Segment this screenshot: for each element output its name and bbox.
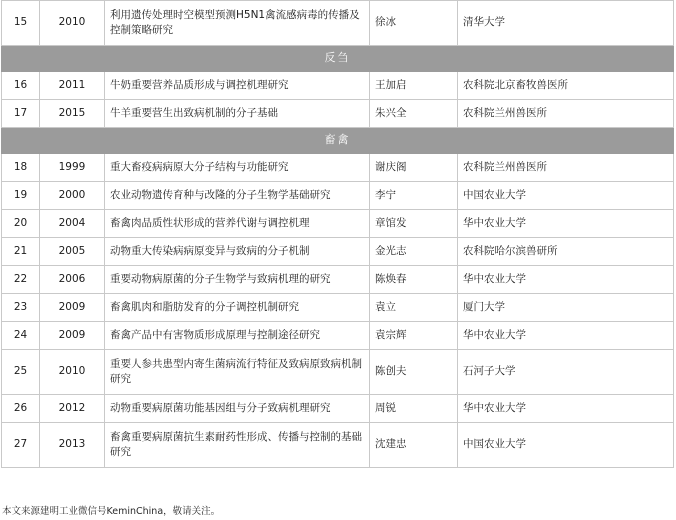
cell-no: 16 — [2, 71, 40, 99]
cell-title: 重要人参共患型内寄生菌病流行特征及致病原致病机制研究 — [105, 349, 370, 394]
cell-no: 20 — [2, 209, 40, 237]
cell-no: 17 — [2, 99, 40, 127]
cell-no: 26 — [2, 394, 40, 422]
cell-person: 王加启 — [370, 71, 458, 99]
table-row — [2, 237, 674, 265]
cell-year: 2000 — [40, 181, 105, 209]
cell-no: 27 — [2, 422, 40, 467]
cell-year: 1999 — [40, 153, 105, 181]
cell-title: 畜禽肉品质性状形成的营养代谢与调控机理 — [105, 209, 370, 237]
table-row — [2, 293, 674, 321]
cell-year: 2005 — [40, 237, 105, 265]
cell-no: 24 — [2, 321, 40, 349]
cell-title: 动物重要病原菌功能基因组与分子致病机理研究 — [105, 394, 370, 422]
cell-person: 陈创夫 — [370, 349, 458, 394]
table-row — [2, 209, 674, 237]
section-label: 反刍 — [2, 46, 674, 72]
cell-year: 2009 — [40, 321, 105, 349]
cell-person: 沈建忠 — [370, 422, 458, 467]
table-row — [2, 71, 674, 99]
cell-institution: 农科院兰州兽医所 — [458, 153, 674, 181]
cell-no: 22 — [2, 265, 40, 293]
cell-no: 18 — [2, 153, 40, 181]
cell-year: 2012 — [40, 394, 105, 422]
cell-year: 2015 — [40, 99, 105, 127]
cell-person: 李宁 — [370, 181, 458, 209]
table-row — [2, 321, 674, 349]
section-header-row — [2, 46, 674, 72]
cell-person: 袁立 — [370, 293, 458, 321]
cell-person: 朱兴全 — [370, 99, 458, 127]
cell-year: 2010 — [40, 349, 105, 394]
cell-institution: 中国农业大学 — [458, 422, 674, 467]
source-footnote: 本文来源建明工业微信号KeminChina，敬请关注。 — [2, 506, 221, 517]
cell-title: 动物重大传染病病原变异与致病的分子机制 — [105, 237, 370, 265]
cell-institution: 华中农业大学 — [458, 265, 674, 293]
cell-institution: 厦门大学 — [458, 293, 674, 321]
cell-institution: 农科院哈尔滨兽研所 — [458, 237, 674, 265]
cell-person: 谢庆阁 — [370, 153, 458, 181]
cell-no: 15 — [2, 1, 40, 46]
cell-person: 陈焕春 — [370, 265, 458, 293]
section-header-row — [2, 127, 674, 153]
table-row — [2, 181, 674, 209]
cell-title: 畜禽肌肉和脂肪发育的分子调控机制研究 — [105, 293, 370, 321]
table-body — [2, 1, 674, 468]
cell-year: 2010 — [40, 1, 105, 46]
cell-institution: 华中农业大学 — [458, 321, 674, 349]
table-row — [2, 394, 674, 422]
table-row — [2, 422, 674, 467]
cell-title: 农业动物遗传育种与改隆的分子生物学基础研究 — [105, 181, 370, 209]
cell-no: 23 — [2, 293, 40, 321]
cell-institution: 华中农业大学 — [458, 394, 674, 422]
cell-institution: 农科院北京畜牧兽医所 — [458, 71, 674, 99]
cell-person: 章馆发 — [370, 209, 458, 237]
table-row — [2, 265, 674, 293]
cell-no: 19 — [2, 181, 40, 209]
cell-institution: 石河子大学 — [458, 349, 674, 394]
cell-person: 金光志 — [370, 237, 458, 265]
cell-institution: 农科院兰州兽医所 — [458, 99, 674, 127]
table-row — [2, 349, 674, 394]
cell-no: 25 — [2, 349, 40, 394]
cell-person: 袁宗辉 — [370, 321, 458, 349]
grant-projects-table — [1, 0, 674, 468]
table-row — [2, 99, 674, 127]
table-row — [2, 153, 674, 181]
cell-year: 2009 — [40, 293, 105, 321]
cell-title: 畜禽重要病原菌抗生素耐药性形成、传播与控制的基础研究 — [105, 422, 370, 467]
cell-year: 2006 — [40, 265, 105, 293]
cell-year: 2011 — [40, 71, 105, 99]
cell-year: 2004 — [40, 209, 105, 237]
cell-institution: 清华大学 — [458, 1, 674, 46]
cell-title: 重大畜疫病病原大分子结构与功能研究 — [105, 153, 370, 181]
cell-title: 重要动物病原菌的分子生物学与致病机理的研究 — [105, 265, 370, 293]
cell-year: 2013 — [40, 422, 105, 467]
cell-person: 徐冰 — [370, 1, 458, 46]
cell-person: 周锐 — [370, 394, 458, 422]
cell-title: 牛奶重要营养品质形成与调控机理研究 — [105, 71, 370, 99]
cell-no: 21 — [2, 237, 40, 265]
table-row — [2, 1, 674, 46]
cell-title: 牛羊重要营生出致病机制的分子基础 — [105, 99, 370, 127]
cell-institution: 华中农业大学 — [458, 209, 674, 237]
section-label: 畜禽 — [2, 127, 674, 153]
cell-institution: 中国农业大学 — [458, 181, 674, 209]
cell-title: 畜禽产品中有害物质形成原理与控制途径研究 — [105, 321, 370, 349]
cell-title: 利用遗传处理时空模型预测H5N1禽流感病毒的传播及控制策略研究 — [105, 1, 370, 46]
